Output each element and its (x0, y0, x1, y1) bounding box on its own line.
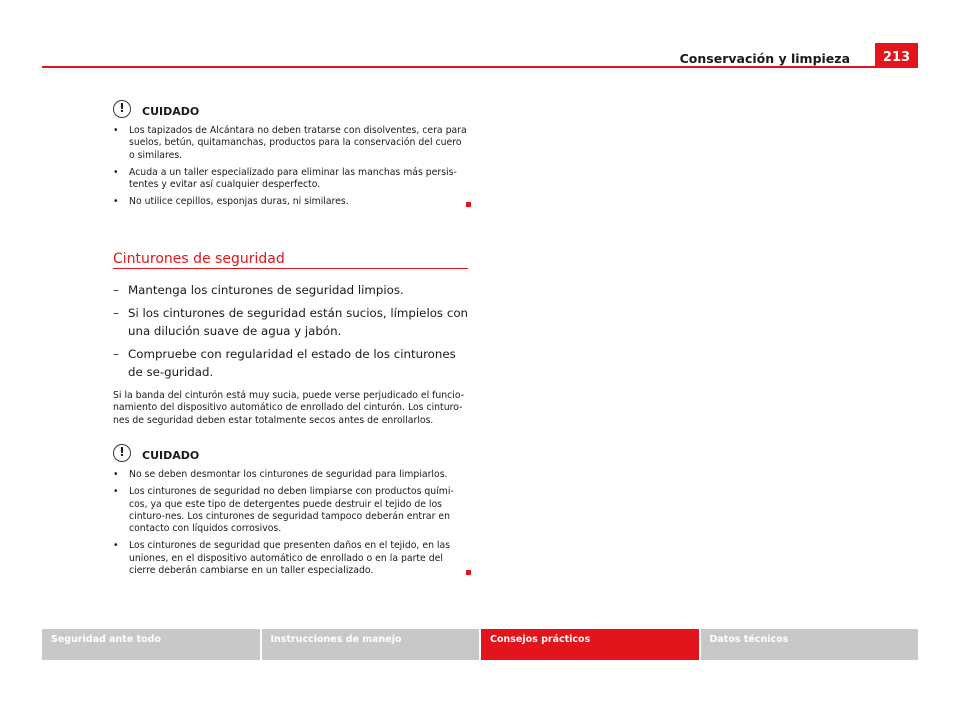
warning-icon: ! (113, 100, 131, 118)
step-item: – Mantenga los cinturones de seguridad limpios. (113, 283, 404, 297)
caution-bullet: • Los tapizados de Alcántara no deben tratarse con disolventes, cera para suelos, betún, quitamanchas, productos para la conservación del cuero o similares. (113, 125, 467, 161)
chapter-title: Conservación y limpieza (679, 51, 850, 66)
caution-bullet: • Los cinturones de seguridad que presenten daños en el tejido, en las uniones, en el dispositivo automático de enrollado o en la parte del cierre deberán cambiarse en un taller especializado. (113, 540, 451, 577)
caution-label: CUIDADO (142, 449, 200, 462)
caution-bullet: • No utilice cepillos, esponjas duras, ni similares. (113, 196, 349, 208)
caution-list (113, 125, 468, 214)
tab-seguridad[interactable]: Seguridad ante todo (42, 629, 260, 660)
tab-consejos[interactable]: Consejos prácticos (481, 629, 699, 660)
caution-heading (113, 444, 199, 462)
tab-instrucciones[interactable]: Instrucciones de manejo (262, 629, 480, 660)
caution-label: CUIDADO (142, 105, 200, 118)
dash-icon: – (113, 306, 119, 320)
bullet-icon: • (113, 540, 119, 552)
steps-list (113, 281, 468, 386)
step-item: – Si los cinturones de seguridad están sucios, límpielos con una dilución suave de agua y jabón. (113, 306, 469, 338)
caution-heading (113, 100, 199, 118)
section-end-icon (466, 202, 471, 207)
bullet-icon: • (113, 486, 119, 498)
body-paragraph: Si la banda del cinturón está muy sucia, puede verse perjudicado el funcio-namiento del dispositivo automático de enrollado del cinturón. Los cinturo-nes de seguridad deben estar totalmente secos antes de enrollarlos. (113, 390, 465, 426)
section-title: Cinturones de seguridad (113, 251, 285, 267)
caution-bullet: • No se deben desmontar los cinturones de seguridad para limpiarlos. (113, 469, 448, 480)
bullet-icon: • (113, 469, 119, 480)
caution-bullet: • Los cinturones de seguridad no deben limpiarse con productos quími-cos, ya que este tipo de detergentes puede destruir el tejido de los cinturo-nes. Los cinturones de seguridad tampoco deberán entrar en contacto con líquidos corrosivos. (113, 486, 454, 535)
bullet-icon: • (113, 125, 119, 136)
dash-icon: – (113, 283, 119, 297)
dash-icon: – (113, 347, 119, 361)
tab-datos[interactable]: Datos técnicos (701, 629, 919, 660)
page-number: 213 (875, 43, 918, 68)
bullet-icon: • (113, 166, 119, 178)
section-rule (113, 268, 468, 269)
section-end-icon (466, 570, 471, 575)
warning-icon: ! (113, 444, 131, 462)
header-rule (42, 66, 918, 68)
bullet-icon: • (113, 196, 119, 208)
caution-list (113, 469, 468, 582)
step-item: – Compruebe con regularidad el estado de los cinturones de se-guridad. (113, 347, 456, 379)
footer-nav (42, 629, 918, 660)
caution-bullet: • Acuda a un taller especializado para eliminar las manchas más persis-tentes y evitar así cualquier desperfecto. (113, 166, 457, 191)
